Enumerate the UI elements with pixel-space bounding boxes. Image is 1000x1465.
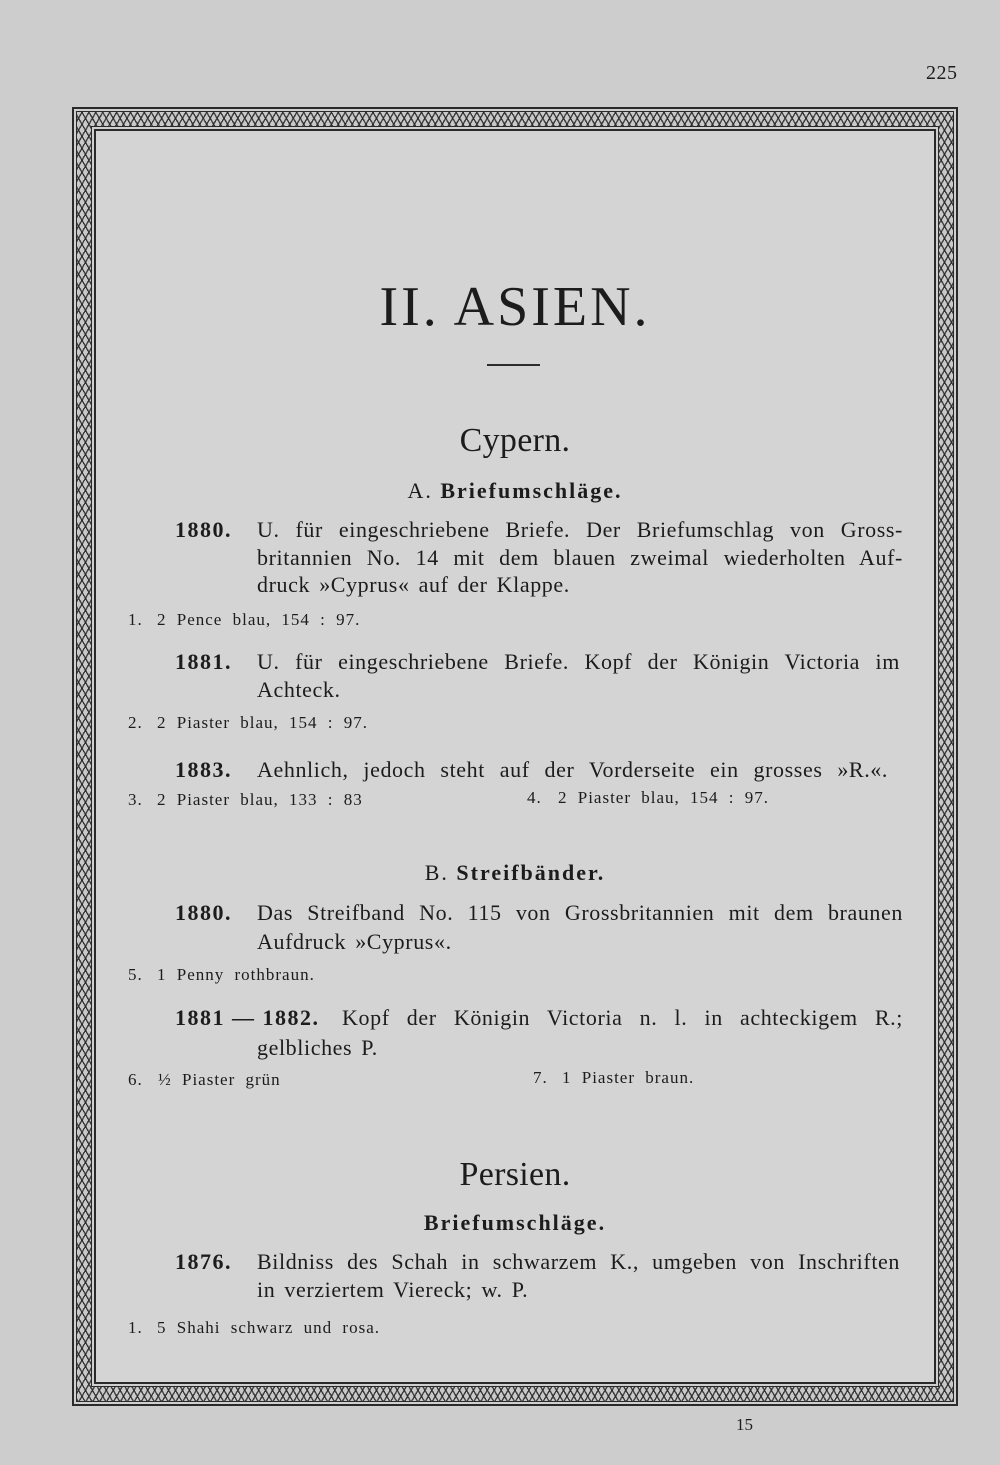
stamp-item-number: 3. bbox=[128, 790, 143, 809]
country-heading-persien: Persien. bbox=[459, 1156, 571, 1193]
country-heading-cypern: Cypern. bbox=[459, 422, 571, 459]
entry-text-line: Bildniss des Schah in schwarzem K., umgeben von Inschriften bbox=[257, 1249, 900, 1274]
section-heading-title: Briefumschläge. bbox=[423, 1210, 607, 1235]
stamp-item-text: 1 Penny rothbraun. bbox=[157, 965, 315, 984]
stamp-item-number: 6. bbox=[128, 1070, 143, 1089]
section-heading-a bbox=[95, 479, 935, 503]
section-heading-persien bbox=[95, 1211, 935, 1235]
entry-text-line: Aufdruck »Cyprus«. bbox=[257, 929, 452, 954]
entry-text-line: gelbliches P. bbox=[257, 1035, 378, 1060]
section-heading-letter: B. bbox=[424, 860, 449, 885]
stamp-item-text: ½ Piaster grün bbox=[158, 1070, 281, 1089]
entry-text-line: in verziertem Viereck; w. P. bbox=[257, 1277, 529, 1302]
entry-text-line: Das Streifband No. 115 von Grossbritannien mit dem braunen bbox=[257, 900, 903, 925]
stamp-item-number: 4. bbox=[527, 788, 542, 807]
entry-text-line: Achteck. bbox=[257, 677, 341, 702]
stamp-item-text: 1 Piaster braun. bbox=[562, 1068, 695, 1087]
entry-text-line: druck »Cyprus« auf der Klappe. bbox=[257, 572, 570, 597]
stamp-item-text: 2 Piaster blau, 154 : 97. bbox=[157, 713, 369, 732]
part-title: II. ASIEN. bbox=[379, 276, 651, 338]
stamp-item-text: 2 Pence blau, 154 : 97. bbox=[157, 610, 361, 629]
stamp-item-text: 2 Piaster blau, 133 : 83 bbox=[157, 790, 363, 809]
stamp-item-text: 2 Piaster blau, 154 : 97. bbox=[558, 788, 770, 807]
stamp-item-number: 5. bbox=[128, 965, 143, 984]
page-number: 225 bbox=[926, 62, 958, 84]
entry-text-line: Aehnlich, jedoch steht auf der Vorderseite ein grosses »R.«. bbox=[257, 757, 888, 782]
section-heading-letter: A. bbox=[407, 478, 433, 503]
signature-mark: 15 bbox=[736, 1415, 753, 1434]
entry-text-line: U. für eingeschriebene Briefe. Kopf der Königin Victoria im bbox=[257, 649, 900, 674]
section-heading-title: Streifbänder. bbox=[456, 860, 606, 885]
entry-text-line: U. für eingeschriebene Briefe. Der Briefumschlag von Gross- bbox=[257, 517, 903, 542]
entry-year: 1881 — 1882. bbox=[175, 1005, 320, 1030]
stamp-item-text: 5 Shahi schwarz und rosa. bbox=[157, 1318, 380, 1337]
section-heading-b bbox=[95, 861, 935, 885]
entry-year: 1883. bbox=[175, 757, 232, 782]
entry-year: 1876. bbox=[175, 1249, 232, 1274]
stamp-item-number: 7. bbox=[533, 1068, 548, 1087]
entry-text-line: britannien No. 14 mit dem blauen zweimal wiederholten Auf- bbox=[257, 545, 903, 570]
entry-year: 1880. bbox=[175, 900, 232, 925]
entry-year: 1880. bbox=[175, 517, 232, 542]
entry-text-line: Kopf der Königin Victoria n. l. in achteckigem R.; bbox=[342, 1005, 903, 1030]
stamp-item-number: 1. bbox=[128, 610, 143, 629]
title-rule bbox=[487, 364, 540, 366]
stamp-item-number: 2. bbox=[128, 713, 143, 732]
entry-year: 1881. bbox=[175, 649, 232, 674]
stamp-item-number: 1. bbox=[128, 1318, 143, 1337]
section-heading-title: Briefumschläge. bbox=[440, 478, 623, 503]
